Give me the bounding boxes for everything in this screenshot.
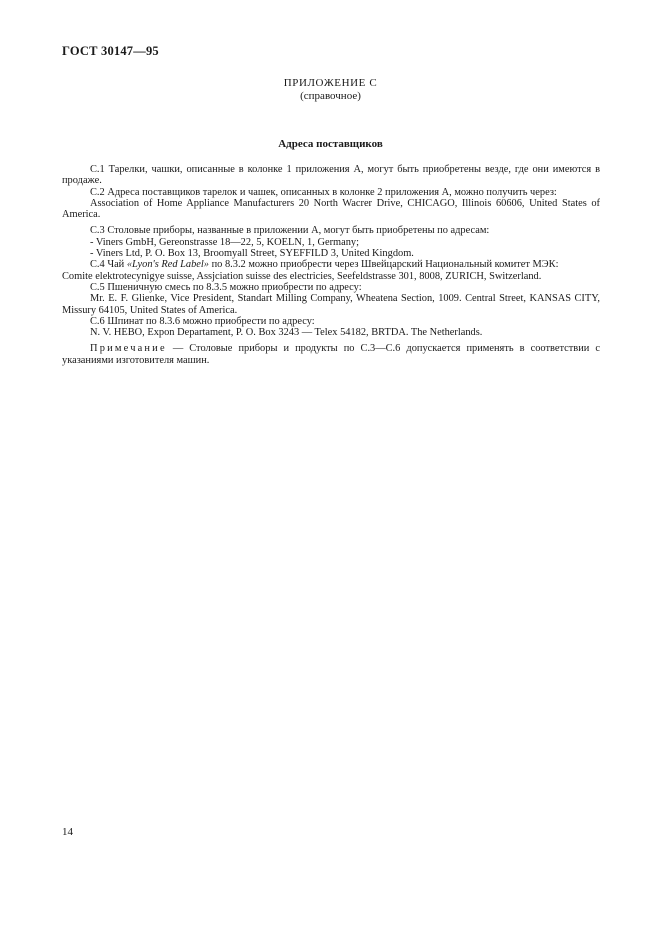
paragraph-c3-address-1: - Viners GmbH, Gereonstrasse 18—22, 5, KOELN, 1, Germany;: [90, 236, 359, 248]
standard-header: ГОСТ 30147—95: [62, 44, 159, 58]
note-text: — Столовые приборы и продукты по С.3—С.6 допускается применять в соответствии с указаниями изготовителя машин.: [62, 343, 600, 366]
paragraph-c2-intro: С.2 Адреса поставщиков тарелок и чашек, описанных в колонке 2 приложения А, можно получить через:: [90, 186, 557, 198]
appendix-heading: [0, 77, 661, 103]
appendix-title: ПРИЛОЖЕНИЕ С: [283, 77, 378, 89]
paragraph-c3-address-2: - Viners Ltd, P. O. Box 13, Broomyall Street, SYEFFILD 3, United Kingdom.: [90, 248, 414, 260]
c4-prefix: С.4 Чай: [90, 259, 127, 271]
paragraph-c5-intro: С.5 Пшеничную смесь по 8.3.5 можно приобрести по адресу:: [90, 281, 362, 293]
paragraph-c6-address: N. V. HEBO, Expon Departament, P. O. Box 3243 — Telex 54182, BRTDA. The Netherlands.: [90, 327, 483, 339]
paragraph-c3-intro: С.3 Столовые приборы, названные в приложении А, могут быть приобретены по адресам:: [90, 225, 490, 237]
note-label: Примечание: [90, 343, 167, 355]
c4-product-name: «Lyon's Red Label»: [126, 259, 210, 271]
paragraph-c4-address: Comite elektrotecynigye suisse, Assjciation suisse des electricies, Seefeldstrasse 301, 8008, ZURICH, Switzerland.: [62, 270, 542, 282]
document-body: [62, 164, 600, 366]
paragraph-c5-address: Mr. E. F. Glienke, Vice President, Standart Milling Company, Wheatena Section, 1009. Central Street, KANSAS CITY, Missury 64105, United States of America.: [62, 293, 600, 316]
paragraph-c1: С.1 Тарелки, чашки, описанные в колонке 1 приложения А, могут быть приобретены везде, где они имеются в продаже.: [62, 164, 600, 187]
section-title: Адреса поставщиков: [278, 138, 383, 150]
appendix-subtitle: (справочное): [300, 90, 361, 102]
c4-suffix: по 8.3.2 можно приобрести через Швейцарский Национальный комитет МЭК:: [209, 259, 559, 271]
paragraph-c2-address: Association of Home Appliance Manufacturers 20 North Wacrer Drive, CHICAGO, Illinois 60606, United States of America.: [62, 197, 600, 221]
page-number: 14: [62, 826, 73, 838]
paragraph-c6-intro: С.6 Шпинат по 8.3.6 можно приобрести по адресу:: [90, 315, 315, 327]
paragraph-c4-intro: [62, 259, 600, 270]
note-paragraph: [62, 343, 600, 366]
